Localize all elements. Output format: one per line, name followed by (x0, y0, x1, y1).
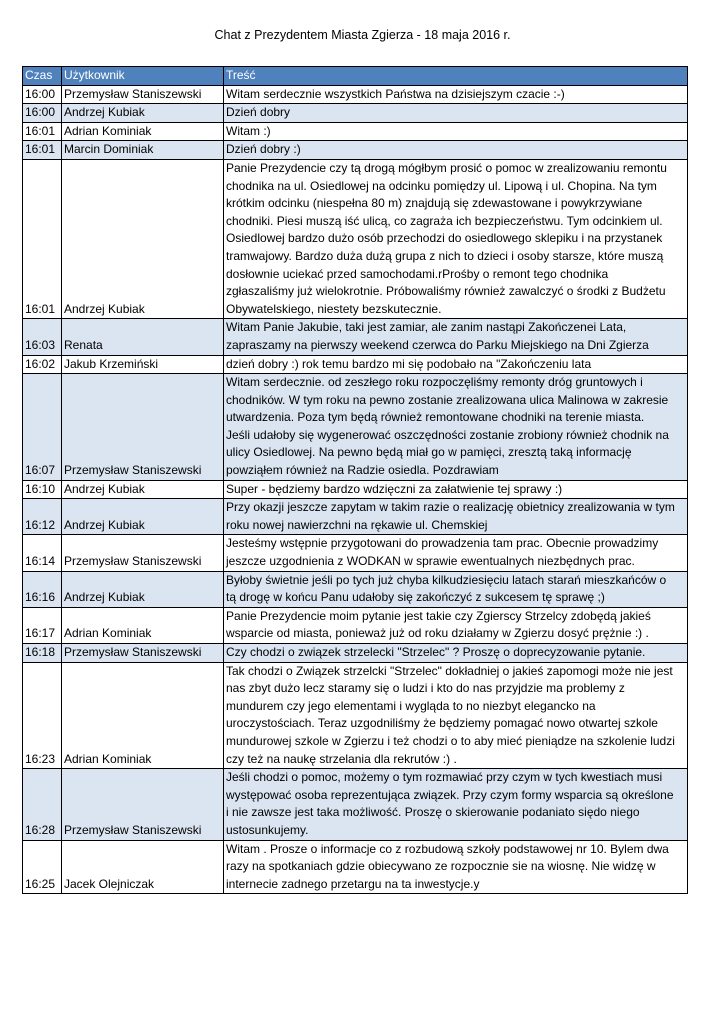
table-row (23, 355, 688, 374)
table-row (23, 644, 688, 663)
table-row (23, 122, 688, 141)
table-row (23, 319, 688, 355)
row-message: dzień dobry :) rok temu bardzo mi się podobało na "Zakończeniu lata (224, 355, 688, 374)
row-user: Przemysław Staniszewski (62, 769, 224, 840)
row-time: 16:02 (23, 355, 62, 374)
row-user: Andrzej Kubiak (62, 499, 224, 535)
row-message: Czy chodzi o związek strzelecki "Strzelec" ? Proszę o doprecyzowanie pytanie. (224, 644, 688, 663)
table-row (23, 104, 688, 123)
header-row (23, 67, 688, 86)
table-row (23, 480, 688, 499)
table-row (23, 769, 688, 840)
row-time: 16:00 (23, 85, 62, 104)
header-user: Użytkownik (62, 67, 224, 86)
row-user: Jacek Olejniczak (62, 840, 224, 894)
row-user: Przemysław Staniszewski (62, 644, 224, 663)
row-time: 16:14 (23, 535, 62, 571)
header-message: Treść (224, 67, 688, 86)
row-time: 16:00 (23, 104, 62, 123)
table-row (23, 840, 688, 894)
row-time: 16:01 (23, 159, 62, 318)
row-user: Przemysław Staniszewski (62, 85, 224, 104)
row-user: Andrzej Kubiak (62, 104, 224, 123)
chat-table (22, 66, 688, 894)
row-time: 16:17 (23, 607, 62, 643)
row-message: Panie Prezydencie moim pytanie jest takie czy Zgierscy Strzelcy zdobędą jakieś wsparcie od miasta, ponieważ już od roku działamy w Zgierzu dosyć prężnie :) . (224, 607, 688, 643)
row-user: Andrzej Kubiak (62, 480, 224, 499)
table-row (23, 159, 688, 318)
row-message: Witam . Prosze o informacje co z rozbudową szkoły podstawowej nr 10. Bylem dwa razy na spotkaniach gdzie obiecywano ze rozpocznie sie na wiosnę. Nie widzę w internecie zadnego przetargu na ta inwestycje.y (224, 840, 688, 894)
table-row (23, 571, 688, 607)
row-message: Super - będziemy bardzo wdzięczni za załatwienie tej sprawy :) (224, 480, 688, 499)
table-row (23, 374, 688, 481)
row-user: Przemysław Staniszewski (62, 535, 224, 571)
row-message: Witam :) (224, 122, 688, 141)
row-user: Renata (62, 319, 224, 355)
table-row (23, 662, 688, 769)
table-row (23, 535, 688, 571)
row-time: 16:25 (23, 840, 62, 894)
row-message: Byłoby świetnie jeśli po tych już chyba kilkudziesięciu latach starań mieszkańców o tą drogę w końcu Panu udałoby się zakończyć z sukcesem tę sprawę ;) (224, 571, 688, 607)
row-message: Przy okazji jeszcze zapytam w takim razie o realizację obietnicy zrealizowania w tym roku nowej nawierzchni na rękawie ul. Chemskiej (224, 499, 688, 535)
row-time: 16:10 (23, 480, 62, 499)
row-user: Przemysław Staniszewski (62, 374, 224, 481)
row-user: Adrian Kominiak (62, 607, 224, 643)
table-row (23, 141, 688, 160)
row-message: Witam serdecznie wszystkich Państwa na dzisiejszym czacie :-) (224, 85, 688, 104)
table-row (23, 85, 688, 104)
row-message: Witam Panie Jakubie, taki jest zamiar, ale zanim nastąpi Zakończenei Lata, zapraszamy na pierwszy weekend czerwca do Parku Miejskiego na Dni Zgierza (224, 319, 688, 355)
table-row (23, 607, 688, 643)
row-time: 16:23 (23, 662, 62, 769)
row-message: Tak chodzi o Związek strzelcki "Strzelec" dokładniej o jakieś zapomogi może nie jest nas zbyt dużo lecz staramy się o ludzi i kto do nas przyjdzie ma problemy z mundurem czy jego elementami i wygląda to no niezbyt elegancko na uroczystościach. Teraz uzgodniliśmy że będziemy pomagać nowo otwartej szkole mundurowej szkole w Zgierzu i też chodzi o to aby mieć pieniądze na szkolenie ludzi czy też na naukę strzelania dla rekrutów :) . (224, 662, 688, 769)
row-message: Dzień dobry :) (224, 141, 688, 160)
document-title: Chat z Prezydentem Miasta Zgierza - 18 maja 2016 r. (214, 28, 511, 42)
row-time: 16:16 (23, 571, 62, 607)
row-message: Dzień dobry (224, 104, 688, 123)
row-message: Jesteśmy wstępnie przygotowani do prowadzenia tam prac. Obecnie prowadzimy jeszcze uzgodnienia z WODKAN w sprawie ewentualnych niezbędnych prac. (224, 535, 688, 571)
row-user: Marcin Dominiak (62, 141, 224, 160)
row-time: 16:12 (23, 499, 62, 535)
row-user: Andrzej Kubiak (62, 159, 224, 318)
row-time: 16:18 (23, 644, 62, 663)
table-row (23, 499, 688, 535)
row-user: Andrzej Kubiak (62, 571, 224, 607)
row-time: 16:01 (23, 141, 62, 160)
row-user: Adrian Kominiak (62, 122, 224, 141)
row-message: Jeśli chodzi o pomoc, możemy o tym rozmawiać przy czym w tych kwestiach musi występować osoba reprezentująca związek. Przy czym formy wsparcia są określone i nie zawsze jest taka możliwość. Proszę o skierowanie podaniato siędo niego ustosunkujemy. (224, 769, 688, 840)
row-time: 16:03 (23, 319, 62, 355)
row-message: Panie Prezydencie czy tą drogą mógłbym prosić o pomoc w zrealizowaniu remontu chodnika na ul. Osiedlowej na odcinku pomiędzy ul. Lipową i ul. Chopina. Na tym krótkim odcinku (niespełna 80 m) znajdują się zdewastowane i powykrzywiane chodniki. Piesi muszą iść ulicą, co zagraża ich bezpieczeństwu. Tym odcinkiem ul. Osiedlowej bardzo dużo osób przechodzi do osiedlowego sklepiku i na przystanek tramwajowy. Bardzo duża dużą grupa z nich to dzieci i osoby starsze, które muszą dosłownie uciekać przed samochodami.rProśby o remont tego chodnika zgłaszaliśmy już wielokrotnie. Próbowaliśmy również zawalczyć o środki z Budżetu Obywatelskiego, niestety bezskutecznie. (224, 159, 688, 318)
header-time: Czas (23, 67, 62, 86)
row-time: 16:01 (23, 122, 62, 141)
row-time: 16:07 (23, 374, 62, 481)
row-user: Jakub Krzemiński (62, 355, 224, 374)
row-user: Adrian Kominiak (62, 662, 224, 769)
row-time: 16:28 (23, 769, 62, 840)
row-message: Witam serdecznie. od zeszłego roku rozpoczęliśmy remonty dróg gruntowych i chodników. W tym roku na pewno zostanie zrealizowana ulica Malinowa w zakresie utwardzenia. Poza tym będą również remontowane chodniki na terenie miasta. Jeśli udałoby się wygenerować oszczędności zostanie zrobiony również chodnik na ulicy Osiedlowej. Na pewno będą miał go w pamięci, zresztą taką informację powziąłem również na Radzie osiedla. Pozdrawiam (224, 374, 688, 481)
